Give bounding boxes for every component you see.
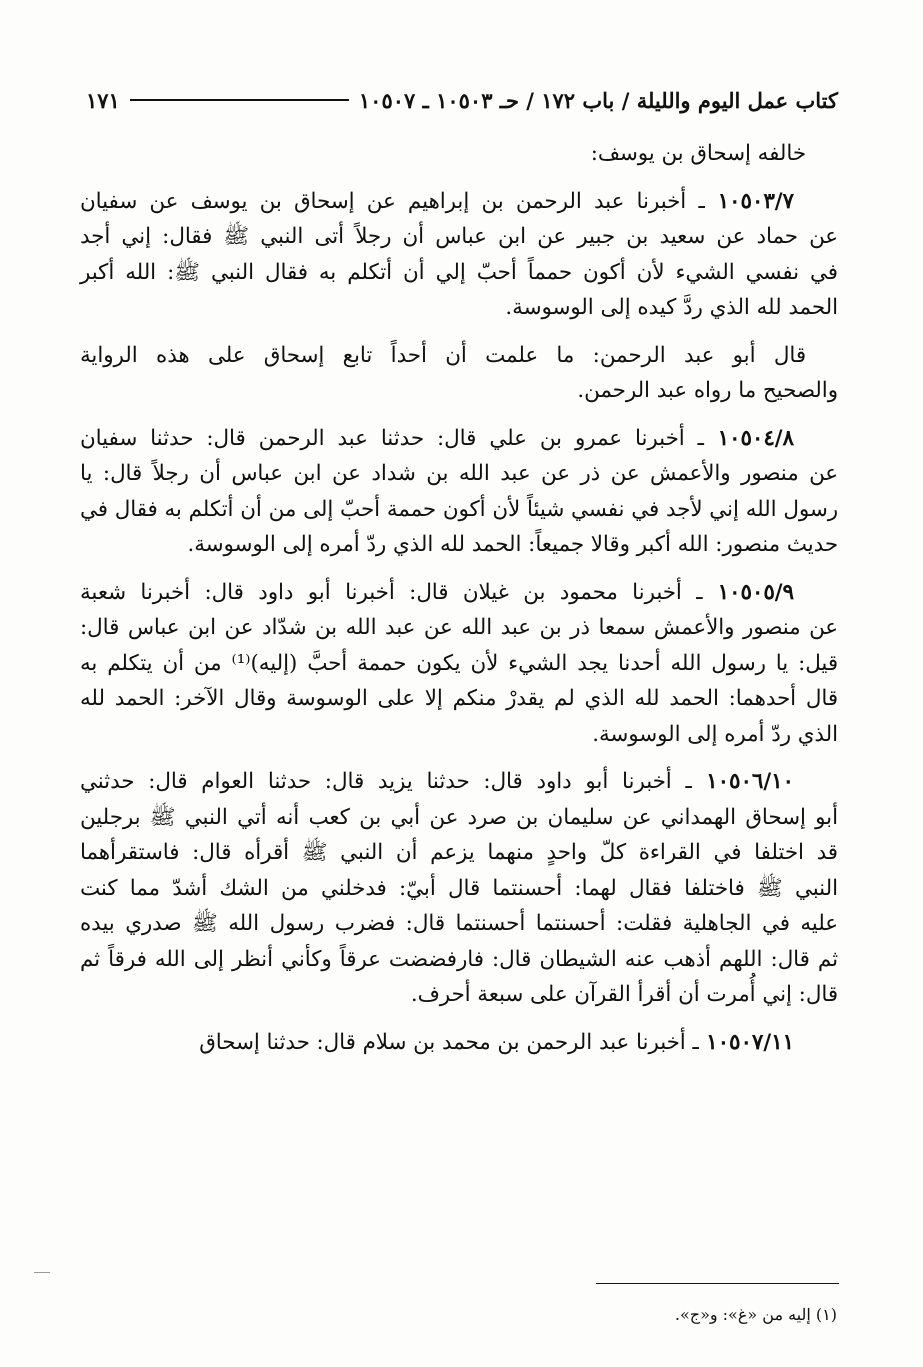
text-line bbox=[80, 610, 838, 646]
hadith-number: ١٠٥٠٥/٩ bbox=[702, 579, 794, 605]
page-number: ١٧١ bbox=[86, 87, 120, 113]
text-line bbox=[80, 681, 838, 717]
line-text: عليه في الجاهلية فقلت: أحسنتما أحسنتما قال: فضرب رسول الله ﷺ صدري بيده bbox=[80, 911, 838, 936]
hadith-number: ١٠٥٠٤/٨ bbox=[703, 425, 794, 451]
line-text: قال أحدهما: الحمد لله الذي لم يقدرْ منكم إلا على الوسوسة وقال الآخر: الحمد لله bbox=[80, 686, 838, 711]
line-text: عن منصور والأعمش سمعا ذر بن عبد الله عن عبد الله بن شدّاد عن ابن عباس قال: bbox=[80, 615, 838, 640]
text-line bbox=[80, 184, 838, 220]
line-text: في نفسي الشيء لأن أكون حمماً أحبّ إلي أن أتكلم به فقال النبي ﷺ: الله أكبر bbox=[80, 259, 838, 285]
paragraph bbox=[80, 1025, 838, 1061]
line-text: قال أبو عبد الرحمن: ما علمت أن أحداً تابع إسحاق على هذه الرواية bbox=[80, 342, 806, 368]
text-line bbox=[80, 136, 838, 172]
paragraph bbox=[80, 764, 838, 1013]
line-text: قيل: يا رسول الله أحدنا يجد الشيء لأن يكون حممة أحبَّ (إليه)⁽¹⁾ من أن يتكلم به bbox=[80, 650, 839, 676]
main-text bbox=[80, 136, 838, 1072]
text-line bbox=[80, 800, 838, 836]
text-line bbox=[80, 527, 838, 563]
footnote-rule bbox=[596, 1283, 839, 1284]
header-title: كتاب عمل اليوم والليلة / باب ١٧٢ / حـ ١٠٥٠٣ ـ ١٠٥٠٧ bbox=[358, 87, 838, 113]
text-line bbox=[80, 646, 838, 682]
line-text: الذي ردّ أمره إلى الوسوسة. bbox=[592, 721, 838, 747]
running-header bbox=[86, 80, 838, 120]
header-rule bbox=[130, 99, 349, 101]
footnote: (١) إليه من «غ»: و«ج». bbox=[674, 1305, 837, 1324]
text-line bbox=[80, 255, 838, 291]
line-text: قال: إني أُمرت أن أقرأ القرآن على سبعة أحرف. bbox=[410, 982, 838, 1007]
hadith-number: ١٠٥٠٧/١١ bbox=[698, 1029, 794, 1055]
text-line bbox=[80, 456, 838, 492]
line-text: خالفه إسحاق بن يوسف: bbox=[590, 141, 806, 166]
text-line bbox=[80, 835, 838, 871]
paragraph bbox=[80, 184, 838, 326]
hadith-number: ١٠٥٠٦/١٠ bbox=[691, 769, 794, 794]
text-line bbox=[80, 575, 838, 611]
paragraph bbox=[80, 136, 838, 172]
text-line bbox=[80, 338, 838, 374]
line-text: عن منصور والأعمش عن ذر عن عبد الله بن شداد عن ابن عباس أن رجلاً قال: يا bbox=[80, 461, 838, 486]
text-line bbox=[80, 764, 838, 800]
paragraph bbox=[80, 338, 838, 409]
line-text: رسول الله إني لأجد في نفسي شيئاً لأن أكون حممة أحبّ إلى من أن أتكلم به فقال في bbox=[80, 496, 838, 522]
line-text: ـ أخبرنا عبد الرحمن بن إبراهيم عن إسحاق بن يوسف عن سفيان bbox=[80, 188, 705, 214]
text-line bbox=[80, 290, 838, 326]
text-line bbox=[80, 373, 838, 409]
paragraph bbox=[80, 575, 838, 753]
line-text: ـ أخبرنا عمرو بن علي قال: حدثنا عبد الرحمن قال: حدثنا سفيان bbox=[80, 425, 704, 451]
line-text: ـ أخبرنا عبد الرحمن بن محمد بن سلام قال: حدثنا إسحاق bbox=[199, 1029, 699, 1055]
text-line bbox=[80, 906, 838, 942]
line-text: النبي ﷺ فاختلفا فقال لهما: أحسنتما قال أبيّ: فدخلني من الشك أشدّ مما كنت bbox=[80, 875, 838, 901]
line-text: حديث منصور: الله أكبر وقالا جميعاً: الحمد لله الذي ردّ أمره إلى الوسوسة. bbox=[187, 532, 838, 557]
margin-mark bbox=[34, 1272, 50, 1273]
text-line bbox=[80, 492, 838, 528]
text-line bbox=[80, 1025, 838, 1061]
line-text: والصحيح ما رواه عبد الرحمن. bbox=[577, 378, 838, 403]
line-text: ثم قال: اللهم أذهب عنه الشيطان قال: فارفضضت عرقاً وكأني أنظر إلى الله فرقاً ثم bbox=[80, 946, 838, 972]
line-text: أبو إسحاق الهمداني عن سليمان بن صرد عن أبي بن كعب أنه أتي النبي ﷺ برجلين bbox=[80, 804, 838, 830]
line-text: ـ أخبرنا محمود بن غيلان قال: أخبرنا أبو داود قال: أخبرنا شعبة bbox=[80, 579, 703, 605]
text-line bbox=[80, 421, 838, 457]
text-line bbox=[80, 977, 838, 1013]
hadith-number: ١٠٥٠٣/٧ bbox=[704, 188, 794, 214]
text-line bbox=[80, 219, 838, 255]
paragraph bbox=[80, 421, 838, 563]
line-text: الحمد لله الذي ردَّ كيده إلى الوسوسة. bbox=[505, 295, 838, 320]
line-text: عن حماد عن سعيد بن جبير عن ابن عباس أن رجلاً أتى النبي ﷺ فقال: إني أجد bbox=[80, 224, 838, 249]
text-line bbox=[80, 942, 838, 978]
text-line bbox=[80, 717, 838, 753]
line-text: قد اختلفا في القراءة كلّ واحدٍ منهما يزعم أن النبي ﷺ أقرأه قال: فاستقرأهما bbox=[80, 840, 838, 865]
line-text: ـ أخبرنا أبو داود قال: حدثنا يزيد قال: حدثنا العوام قال: حدثني bbox=[80, 769, 692, 794]
text-line bbox=[80, 871, 838, 907]
